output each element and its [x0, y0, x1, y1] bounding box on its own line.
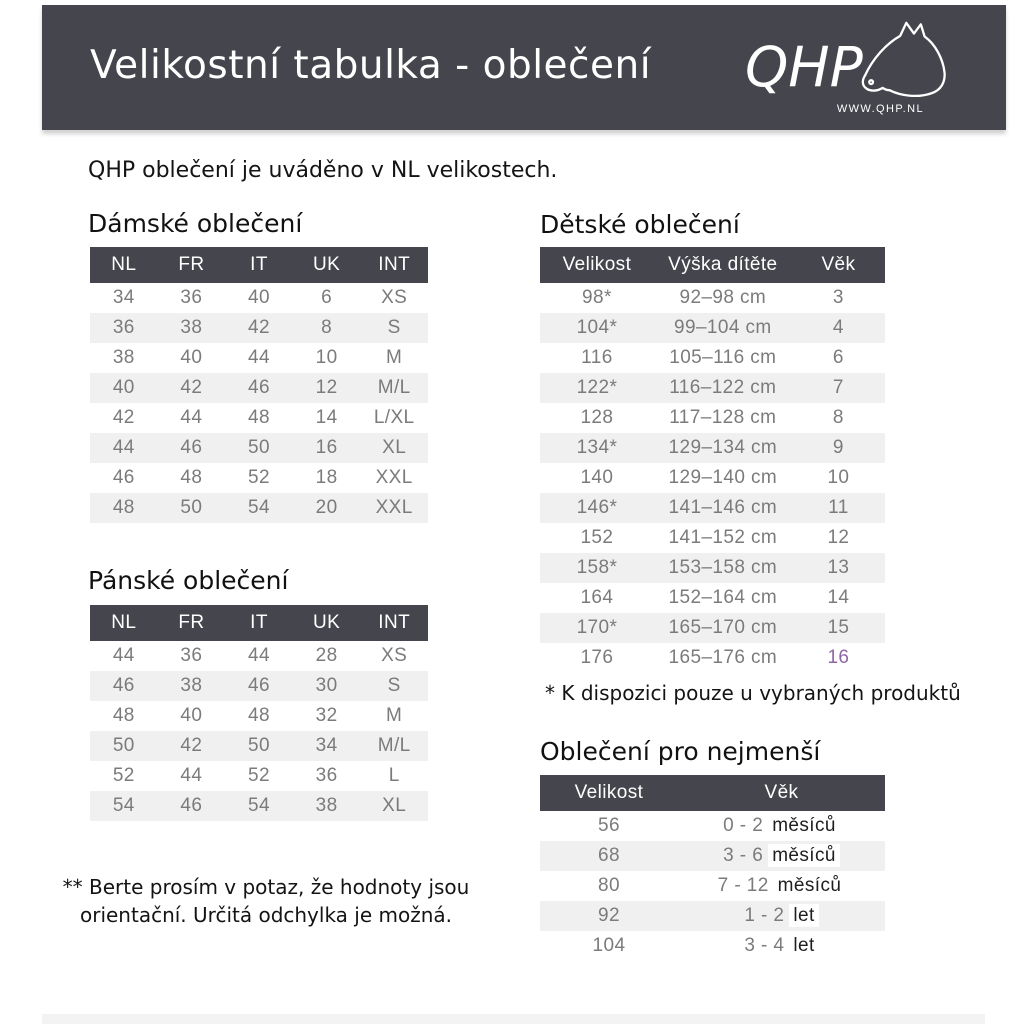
table-cell: L/XL [373, 407, 415, 428]
table-header-row [540, 247, 885, 283]
age-unit: měsíců [768, 844, 840, 867]
column-header: INT [378, 254, 411, 275]
column-header: IT [250, 612, 268, 633]
table-cell: 104 [592, 935, 626, 956]
table-cell: 46 [112, 467, 135, 488]
table-row [540, 433, 885, 463]
table-row [90, 313, 428, 343]
column-header: FR [178, 254, 205, 275]
age-range: 3 - 6 [723, 845, 764, 866]
age-unit: měsíců [768, 814, 840, 837]
table-cell: M/L [377, 377, 411, 398]
table-cell: 116–122 cm [669, 377, 777, 398]
age-unit: měsíců [774, 874, 846, 897]
table-cell: 158* [576, 557, 618, 578]
table-cell: 11 [828, 497, 849, 518]
table-row [540, 553, 885, 583]
age-unit: let [789, 904, 818, 927]
table-cell: 140 [580, 467, 614, 488]
table-cell: 165–176 cm [668, 647, 778, 668]
table-cell: 38 [315, 795, 338, 816]
table-cell: 50 [180, 497, 203, 518]
table-cell: XL [382, 795, 407, 816]
table-cell: 128 [580, 407, 614, 428]
table-row [540, 931, 885, 961]
table-row [540, 643, 885, 673]
table-cell: 48 [248, 407, 270, 428]
table-cell [678, 905, 885, 927]
table-cell [678, 875, 885, 897]
table-cell: 92–98 cm [679, 287, 767, 308]
header-band [42, 5, 1006, 130]
table-cell: 38 [112, 347, 135, 368]
table-cell: 48 [112, 705, 135, 726]
table-cell: 13 [827, 557, 850, 578]
table-cell: 6 [832, 347, 844, 368]
table-row [90, 463, 428, 493]
table-cell: 56 [598, 815, 620, 836]
table-row [540, 493, 885, 523]
table-cell: 42 [248, 317, 270, 338]
table-cell: 36 [180, 645, 203, 666]
table-cell: 80 [598, 875, 620, 896]
table-cell: 10 [315, 347, 338, 368]
table-cell: 54 [112, 795, 135, 816]
age-range: 7 - 12 [717, 875, 769, 896]
table-cell: 46 [112, 675, 135, 696]
table-cell: 104* [576, 317, 618, 338]
table-cell: 42 [112, 407, 135, 428]
table-cell: 40 [248, 287, 270, 308]
table-cell: 50 [248, 735, 270, 756]
table-cell: 165–170 cm [668, 617, 778, 638]
table-cell: XXL [375, 467, 413, 488]
men-sizes-table [90, 605, 428, 821]
table-cell: 176 [580, 647, 614, 668]
table-cell: 7 [832, 377, 844, 398]
table-cell: 122* [576, 377, 618, 398]
table-row [90, 731, 428, 761]
column-header: NL [111, 612, 137, 633]
table-cell: 12 [315, 377, 338, 398]
column-header: INT [378, 612, 411, 633]
table-cell: M [386, 705, 403, 726]
table-cell: 36 [315, 765, 338, 786]
table-row [90, 493, 428, 523]
table-cell: 46 [248, 675, 270, 696]
table-cell: 16 [315, 437, 338, 458]
age-range: 3 - 4 [744, 935, 785, 956]
table-cell: 52 [112, 765, 135, 786]
table-cell: 40 [112, 377, 135, 398]
section-title-women: Dámské oblečení [88, 209, 303, 238]
table-row [540, 841, 885, 871]
table-cell: 46 [180, 795, 203, 816]
age-range: 0 - 2 [723, 815, 764, 836]
table-cell: 170* [576, 617, 618, 638]
column-header: UK [312, 254, 341, 275]
table-row [540, 901, 885, 931]
section-title-children: Dětské oblečení [540, 210, 740, 239]
table-cell: L [388, 765, 400, 786]
page-title: Velikostní tabulka - oblečení [90, 43, 652, 88]
table-cell [678, 845, 885, 867]
table-cell: 141–152 cm [668, 527, 778, 548]
column-header: Věk [764, 782, 799, 803]
table-cell: 40 [180, 347, 203, 368]
table-cell: 38 [180, 317, 203, 338]
table-cell: 4 [832, 317, 844, 338]
table-row [540, 463, 885, 493]
table-cell: 52 [248, 765, 270, 786]
table-cell: 42 [180, 377, 203, 398]
column-header: FR [178, 612, 205, 633]
table-cell: 9 [832, 437, 844, 458]
section-title-men: Pánské oblečení [88, 566, 289, 595]
table-cell: 44 [248, 347, 270, 368]
table-cell: 48 [180, 467, 203, 488]
table-row [90, 433, 428, 463]
footnote-selected-products: * K dispozici pouze u vybraných produktů [545, 681, 961, 705]
column-header: Výška dítěte [668, 254, 778, 275]
column-header: Věk [821, 254, 856, 275]
table-cell: 117–128 cm [669, 407, 777, 428]
table-row [90, 343, 428, 373]
table-cell: 6 [321, 287, 333, 308]
table-row [90, 283, 428, 313]
table-cell: 44 [112, 437, 135, 458]
table-cell [678, 815, 885, 837]
table-cell: 98* [582, 287, 612, 308]
table-cell: XS [381, 645, 408, 666]
table-cell: S [387, 675, 401, 696]
table-header-row [540, 775, 885, 811]
section-title-babies: Oblečení pro nejmenší [540, 737, 821, 766]
table-cell: XXL [375, 497, 413, 518]
table-row [540, 403, 885, 433]
table-cell: 40 [180, 705, 203, 726]
column-header: IT [250, 254, 268, 275]
table-row [540, 283, 885, 313]
table-cell: 50 [112, 735, 135, 756]
table-cell: 152–164 cm [668, 587, 778, 608]
table-cell: 129–140 cm [668, 467, 778, 488]
table-cell: 105–116 cm [669, 347, 777, 368]
table-cell: 68 [598, 845, 620, 866]
table-row [540, 613, 885, 643]
footnote-line-1: ** Berte prosím v potaz, že hodnoty jsou [62, 875, 470, 899]
table-cell: 15 [827, 617, 850, 638]
table-cell: 3 [832, 287, 844, 308]
table-row [90, 641, 428, 671]
table-cell: S [387, 317, 401, 338]
table-cell: 38 [180, 675, 203, 696]
table-row [540, 313, 885, 343]
table-cell: 18 [315, 467, 338, 488]
table-cell: M [386, 347, 403, 368]
footnote-approximate-values [58, 873, 474, 929]
table-cell: 14 [827, 587, 850, 608]
table-row [90, 373, 428, 403]
table-cell: 116 [581, 347, 613, 368]
table-row [90, 701, 428, 731]
table-header-row [90, 605, 428, 641]
table-cell: 152 [580, 527, 614, 548]
table-cell: 34 [315, 735, 338, 756]
table-cell: XS [381, 287, 408, 308]
intro-text: QHP oblečení je uváděno v NL velikostech. [88, 158, 558, 183]
table-cell: 146* [576, 497, 618, 518]
table-cell: 48 [248, 705, 270, 726]
table-row [540, 523, 885, 553]
table-cell: 20 [315, 497, 338, 518]
qhp-logo [745, 25, 950, 115]
age-unit: let [789, 934, 818, 957]
column-header: UK [312, 612, 341, 633]
age-range: 1 - 2 [744, 905, 785, 926]
table-cell: 50 [248, 437, 270, 458]
table-cell: 153–158 cm [668, 557, 778, 578]
table-row [540, 871, 885, 901]
table-cell: 32 [315, 705, 338, 726]
table-cell: 44 [180, 407, 203, 428]
table-cell: 36 [112, 317, 135, 338]
footnote-line-2: orientační. Určitá odchylka je možná. [79, 903, 453, 927]
table-cell: 46 [248, 377, 270, 398]
table-cell: 30 [315, 675, 338, 696]
column-header: Velikost [562, 254, 632, 275]
column-header: Velikost [574, 782, 644, 803]
table-cell: XL [382, 437, 407, 458]
table-cell: 129–134 cm [668, 437, 778, 458]
table-row [540, 811, 885, 841]
women-sizes-table [90, 247, 428, 523]
column-header: NL [111, 254, 137, 275]
table-cell: 54 [248, 497, 270, 518]
table-cell: 28 [315, 645, 338, 666]
table-row [90, 791, 428, 821]
table-cell: 46 [180, 437, 203, 458]
table-row [540, 583, 885, 613]
qhp-logo-text: QHP [745, 35, 863, 99]
table-cell: 44 [112, 645, 135, 666]
table-cell: 8 [321, 317, 333, 338]
table-cell: 164 [580, 587, 614, 608]
table-cell: 16 [827, 647, 850, 668]
table-cell: 44 [180, 765, 203, 786]
horse-head-icon [854, 19, 954, 111]
table-cell: M/L [377, 735, 411, 756]
table-header-row [90, 247, 428, 283]
table-row [90, 761, 428, 791]
table-cell: 36 [180, 287, 203, 308]
table-cell: 8 [832, 407, 844, 428]
bottom-strip [42, 1014, 985, 1024]
table-cell: 42 [180, 735, 203, 756]
table-cell: 10 [827, 467, 850, 488]
babies-sizes-table [540, 775, 885, 961]
table-cell: 52 [248, 467, 270, 488]
table-row [540, 373, 885, 403]
table-cell: 99–104 cm [674, 317, 772, 338]
table-cell: 92 [598, 905, 620, 926]
table-cell: 34 [112, 287, 135, 308]
children-sizes-table [540, 247, 885, 673]
table-cell: 134* [576, 437, 618, 458]
table-cell: 48 [112, 497, 135, 518]
table-cell: 44 [248, 645, 270, 666]
qhp-website-url: WWW.QHP.NL [836, 103, 924, 115]
table-cell [678, 935, 885, 957]
table-row [90, 403, 428, 433]
table-cell: 54 [248, 795, 270, 816]
table-row [540, 343, 885, 373]
table-cell: 14 [315, 407, 338, 428]
table-row [90, 671, 428, 701]
table-cell: 12 [827, 527, 850, 548]
table-cell: 141–146 cm [668, 497, 778, 518]
